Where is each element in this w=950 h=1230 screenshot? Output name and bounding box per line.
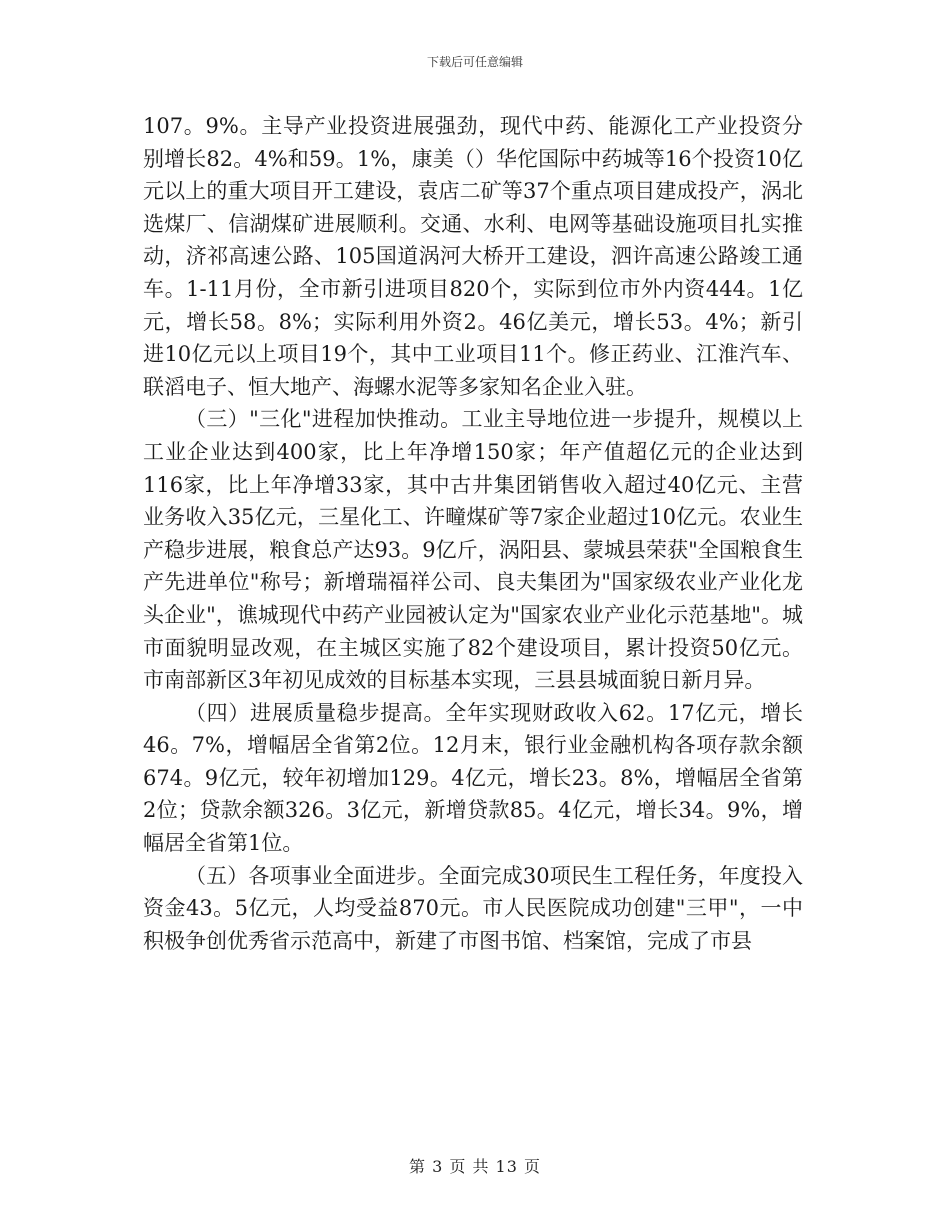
paragraph-section-3: （三）"三化"进程加快推动。工业主导地位进一步提升，规模以上工业企业达到400家，比上年净增150家；年产值超亿元的企业达到116家，比上年净增33家，其中古井集团销售收入超过40亿元、主营业务收入35亿元，三星化工、许疃煤矿等7家企业超过10亿元。农业生产稳步进展，粮食总产达93。9亿斤，涡阳县、蒙城县荣获"全国粮食生产先进单位"称号；新增瑞福祥公司、良夫集团为"国家级农业产业化龙头企业"，谯城现代中药产业园被认定为"国家农业产业化示范基地"。城市面貌明显改观，在主城区实施了82个建设项目，累计投资50亿元。市南部新区3年初见成效的目标基本实现，三县县城面貌日新月异。: [143, 407, 803, 693]
page-header: 下载后可任意编辑: [426, 55, 523, 69]
page-footer: 第 3 页 共 13 页: [409, 1157, 541, 1176]
document-body: [143, 110, 803, 957]
paragraph-continued: 107。9%。主导产业投资进展强劲，现代中药、能源化工产业投资分别增长82。4%和59。1%，康美（）华佗国际中药城等16个投资10亿元以上的重大项目开工建设，袁店二矿等37个重点项目建成投产，涡北选煤厂、信湖煤矿进展顺利。交通、水利、电网等基础设施项目扎实推动，济祁高速公路、105国道涡河大桥开工建设，泗许高速公路竣工通车。1-11月份，全市新引进项目820个，实际到位市外内资444。1亿元，增长58。8%；实际利用外资2。46亿美元，增长53。4%；新引进10亿元以上项目19个，其中工业项目11个。修正药业、江淮汽车、联滔电子、恒大地产、海螺水泥等多家知名企业入驻。: [143, 114, 803, 399]
paragraph-section-5: （五）各项事业全面进步。全面完成30项民生工程任务，年度投入资金43。5亿元，人均受益870元。市人民医院成功创建"三甲"，一中积极争创优秀省示范高中，新建了市图书馆、档案馆，完成了市县: [143, 863, 803, 953]
paragraph-section-4: （四）进展质量稳步提高。全年实现财政收入62。17亿元，增长46。7%，增幅居全省第2位。12月末，银行业金融机构各项存款余额674。9亿元，较年初增加129。4亿元，增长23。8%，增幅居全省第2位；贷款余额326。3亿元，新增贷款85。4亿元，增长34。9%，增幅居全省第1位。: [143, 700, 803, 856]
